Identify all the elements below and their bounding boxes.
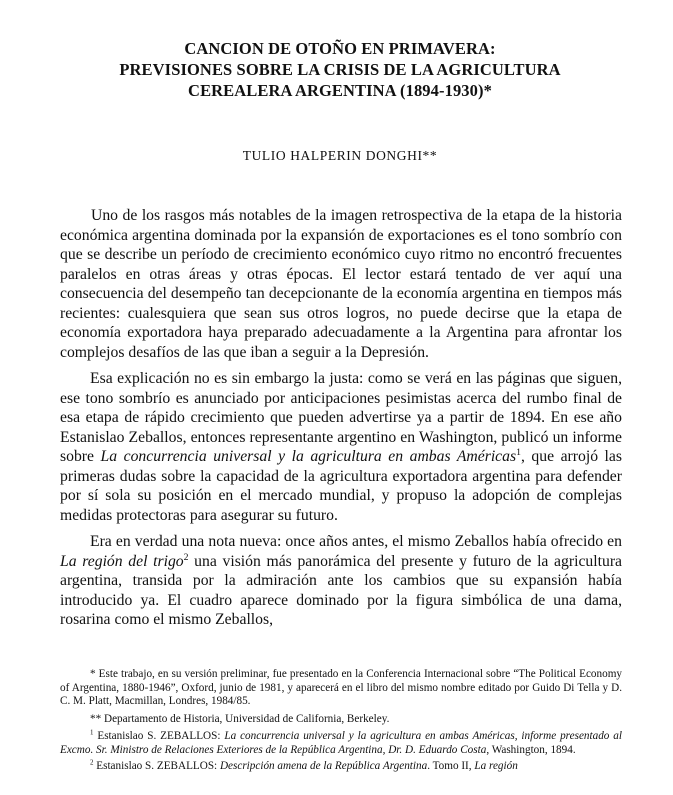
title-line-1: CANCION DE OTOÑO EN PRIMAVERA:	[184, 39, 496, 58]
footnote-1-number: 1	[90, 728, 94, 737]
footnote-2-author: Estanislao S. ZEBALLOS:	[93, 759, 220, 772]
footnote-1-place: , Washington, 1894.	[486, 743, 576, 756]
article-title	[60, 38, 620, 101]
footnote-1	[60, 730, 622, 757]
footnote-2-subtitle: La región	[474, 759, 518, 772]
footnote-1-title: La concurrencia universal y la agricultura en ambas Américas, informe presentado al Excmo. Sr. Ministro de Relaciones Exteriores de la República Argentina, Dr. D. Eduardo Costa	[60, 730, 622, 756]
paragraph-2-text-b: , que arrojó las primeras dudas sobre la capacidad de la agricultura exportadora argentina para defender por sí sola su posición en el mercado mundial, y propuso la adopción de complejas medidas protectoras para asegurar su futuro.	[60, 448, 622, 524]
article-body	[60, 206, 622, 637]
paragraph-1: Uno de los rasgos más notables de la imagen retrospectiva de la etapa de la historia económica argentina dominada por la expansión de exportaciones es el tono sombrío con que se describe un período de crecimiento económico cuyo ritmo no encontró frecuentes paralelos en otras áreas y otras épocas. El lector estará tentado de ver aquí una consecuencia del desempeño tan decepcionante de la economía argentina en tiempos más recientes: cualesquiera que sean sus otros logros, no puede decirse que la etapa de economía exportadora haya preparado adecuadamente a la Argentina para afrontar los complejos desafíos de las que iban a seguir a la Depresión.	[60, 207, 622, 361]
footnote-2-volume: . Tomo II,	[427, 759, 475, 772]
paragraph-2	[60, 369, 622, 525]
paragraph-3-text-a: Era en verdad una nota nueva: once años antes, el mismo Zeballos había ofrecido en	[90, 533, 622, 550]
title-line-2: PREVISIONES SOBRE LA CRISIS DE LA AGRICULTURA	[119, 60, 561, 79]
paragraph-3-book-title: La región del trigo	[60, 552, 184, 570]
paragraph-2-book-title: La concurrencia universal y la agricultura en ambas Américas	[100, 448, 517, 465]
author-name: TULIO HALPERIN DONGHI**	[242, 148, 438, 163]
footnote-ref-1[interactable]: 1	[516, 446, 521, 458]
paragraph-2-text-a: Esa explicación no es sin embargo la justa: como se verá en las páginas que siguen, ese tono sombrío es anunciado por anticipaciones pesimistas acerca del rumbo final de esa etapa de rápido crecimiento que pueden advertirse ya a partir de 1894. En ese año Estanislao Zeballos, entonces representante argentino en Washington, publicó un informe sobre	[60, 370, 622, 465]
footnote-star: * Este trabajo, en su versión preliminar, fue presentado en la Conferencia Internacional sobre “The Political Economy of Argentina, 1880-1946”, Oxford, junio de 1981, y aparecerá en el libro del mismo nombre editado por Guido Di Tella y D. C. M. Platt, Macmillan, Londres, 1984/85.	[60, 668, 622, 708]
footnote-2-title: Descripción amena de la República Argentina	[219, 759, 428, 772]
footnotes	[60, 668, 622, 777]
footnote-ref-2[interactable]: 2	[183, 551, 189, 563]
paragraph-3	[60, 532, 622, 630]
footnote-2-number: 2	[90, 757, 94, 766]
footnote-1-author: Estanislao S. ZEBALLOS:	[93, 730, 225, 743]
footnote-double-star: ** Departamento de Historia, Universidad de California, Berkeley.	[90, 712, 390, 725]
title-line-3: CEREALERA ARGENTINA (1894-1930)*	[188, 81, 492, 100]
paragraph-3-text-b: una visión más panorámica del presente y futuro de la agricultura argentina, transida por la admiración ante los cambios que su expansión había introducido ya. El cuadro aparece dominado por la figura simbólica de una dama, rosarina como el mismo Zeballos,	[60, 552, 623, 628]
footnote-2	[60, 757, 622, 774]
